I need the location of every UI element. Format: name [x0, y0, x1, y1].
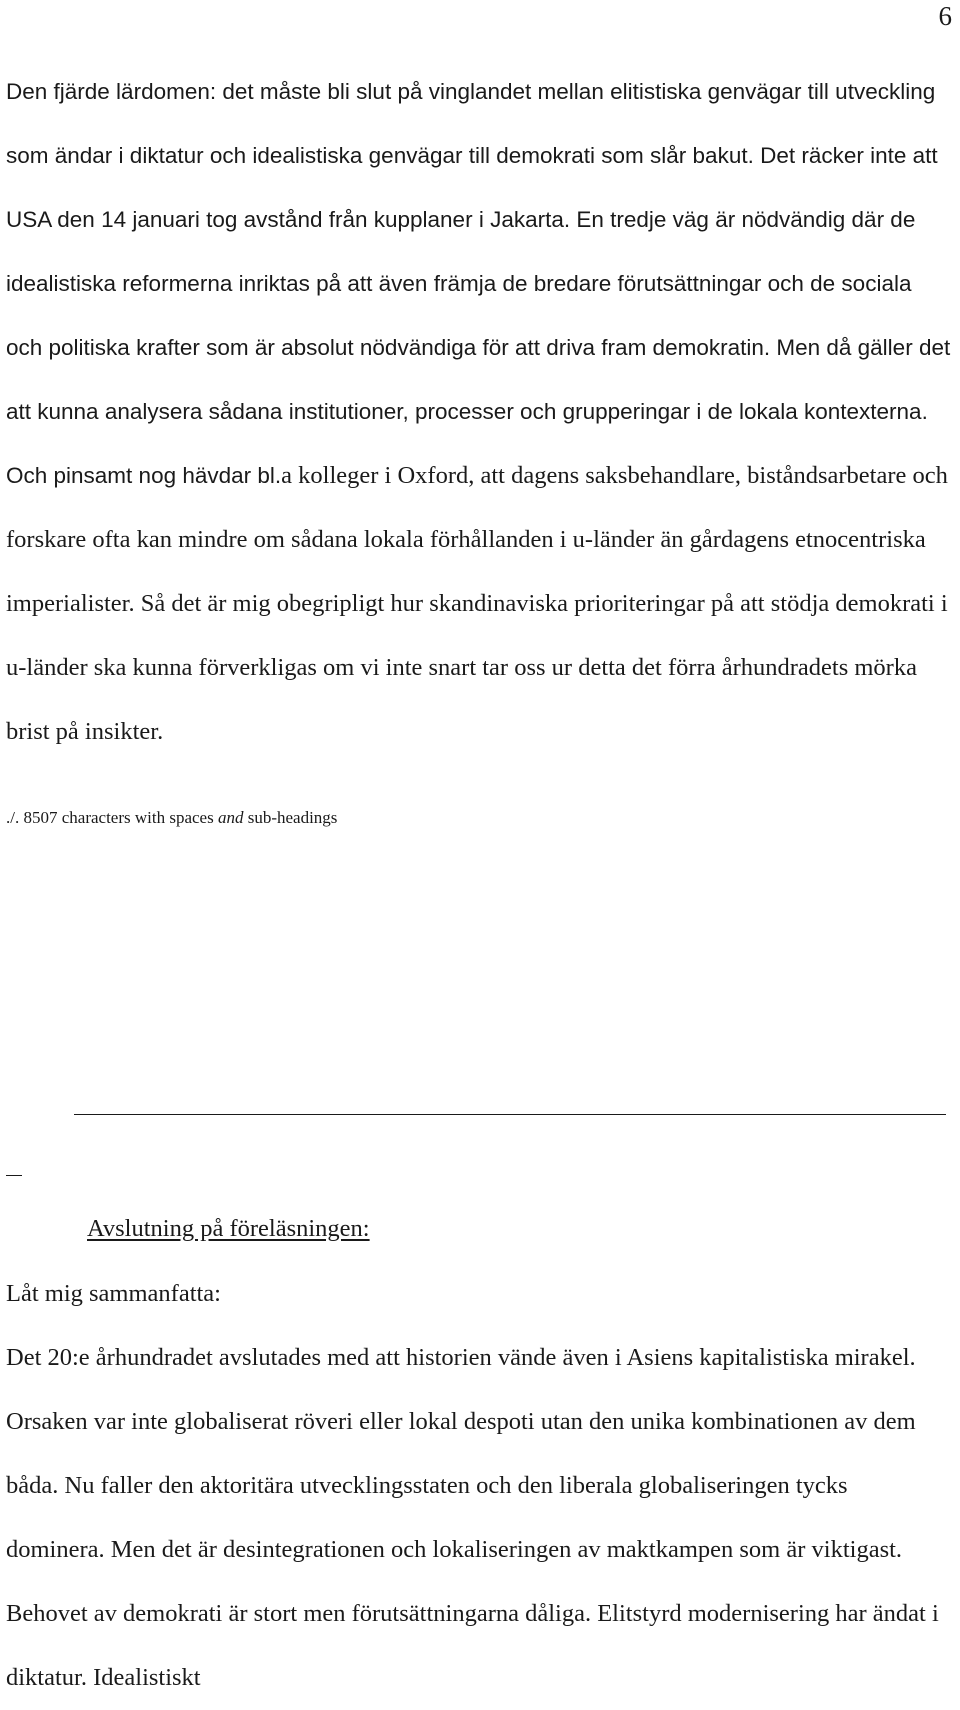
paragraph-lessons-sans-text: Den fjärde lärdomen: det måste bli slut på vinglandet mellan elitistiska genvägar till utveckling som ändar i diktatur och idealistiska genvägar till demokrati som slår bakut. Det räcker inte att USA den 14 januari tog avstånd från kupplaner i Jakarta. En tredje väg är nödvändig där de idealistiska reformerna inriktas på att även främja de bredare förutsättningar och de sociala och politiska krafter som är absolut nödvändiga för att driva fram demokratin. Men då gäller det att kunna analysera sådana institutioner, processer och grupperingar i de lokala kontexterna. Och pinsamt nog hävdar bl. [6, 79, 951, 488]
character-count-note [6, 806, 952, 830]
paragraph-lessons [6, 60, 952, 764]
page-number: 6 [938, 1, 952, 31]
main-content [6, 60, 952, 830]
conclusion-section [6, 1262, 952, 1710]
summary-intro: Låt mig sammanfatta: [6, 1280, 221, 1307]
note-emphasis: and [217, 808, 244, 827]
paragraph-conclusion: Det 20:e århundradet avslutades med att historien vände även i Asiens kapitalistiska mirakel. Orsaken var inte globaliserat röveri eller lokal despoti utan den unika kombinationen av dem båda. Nu faller den aktoritära utvecklingsstaten och den liberala globaliseringen tycks dominera. Men det är desintegrationen och lokaliseringen av maktkampen som är viktigast. Behovet av demokrati är stort men förutsättningarna dåliga. Elitstyrd modernisering har ändat i diktatur. Idealistiskt [6, 1344, 939, 1691]
short-rule [6, 1175, 22, 1176]
paragraph-lessons-serif-text: a kolleger i Oxford, att dagens saksbehandlare, biståndsarbetare och forskare ofta kan mindre om sådana lokala förhållanden i u-länder än gårdagens etnocentriska imperialister. Så det är mig obegripligt hur skandinaviska prioriteringar på att stödja demokrati i u-länder ska kunna förverkligas om vi inte snart tar oss ur detta det förra århundradets mörka brist på insikter. [6, 462, 948, 745]
note-prefix: ./. 8507 characters with spaces [6, 808, 218, 827]
note-suffix: sub-headings [243, 808, 338, 827]
section-heading: Avslutning på föreläsningen: [87, 1215, 370, 1242]
horizontal-rule [74, 1114, 946, 1115]
